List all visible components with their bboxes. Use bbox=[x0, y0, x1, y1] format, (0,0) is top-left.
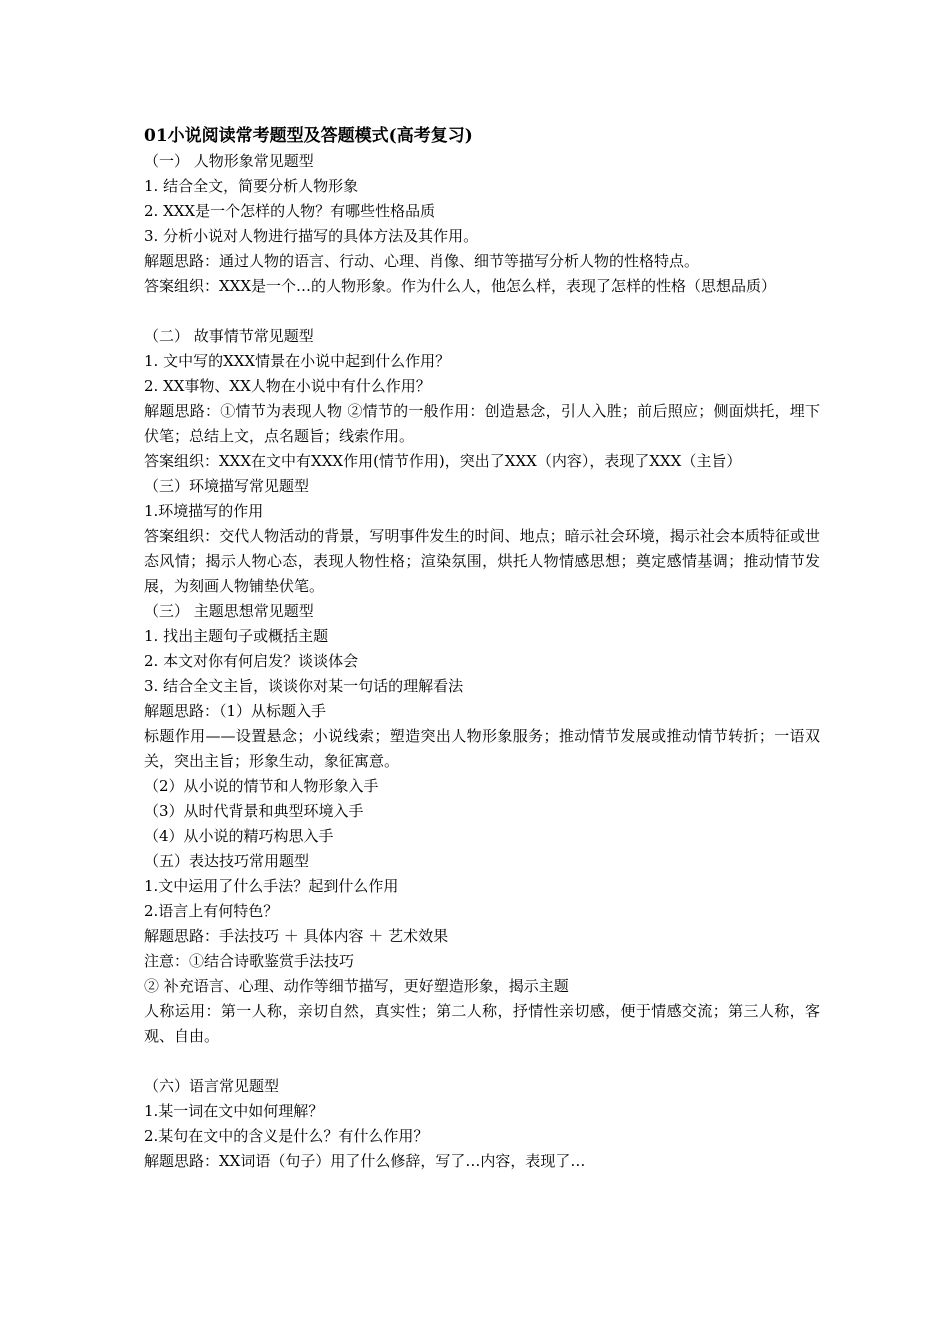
text-line: 注意：①结合诗歌鉴赏手法技巧 bbox=[144, 952, 355, 970]
text-line: 1. 结合全文，简要分析人物形象 bbox=[144, 177, 359, 195]
blank-line bbox=[144, 1049, 820, 1074]
text-line: 2. 本文对你有何启发？谈谈体会 bbox=[144, 652, 359, 670]
text-line: 答案组织：XXX是一个…的人物形象。作为什么人，他怎么样，表现了怎样的性格（思想品质） bbox=[144, 277, 777, 295]
text-line: （三） 主题思想常见题型 bbox=[144, 602, 314, 620]
text-line: 答案组织：XXX在文中有XXX作用(情节作用)，突出了XXX（内容），表现了XXX（主旨） bbox=[144, 452, 742, 470]
text-line: 1.文中运用了什么手法？起到什么作用 bbox=[144, 877, 399, 895]
text-line: （五）表达技巧常用题型 bbox=[144, 852, 310, 870]
text-line: 答案组织：交代人物活动的背景，写明事件发生的时间、地点；暗示社会环境，揭示社会本质特征或世态风情；揭示人物心态，表现人物性格；渲染氛围，烘托人物情感思想；奠定感情基调；推动情节发展，为刻画人物铺垫伏笔。 bbox=[144, 527, 820, 595]
document-body bbox=[144, 124, 820, 1174]
text-line: 人称运用：第一人称，亲切自然，真实性；第二人称，抒情性亲切感，便于情感交流；第三人称，客观、自由。 bbox=[144, 1002, 820, 1045]
document-lines bbox=[144, 149, 820, 1174]
text-line: 3. 结合全文主旨，谈谈你对某一句话的理解看法 bbox=[144, 677, 464, 695]
text-line: 2.某句在文中的含义是什么？有什么作用？ bbox=[144, 1127, 429, 1145]
text-line: 1.某一词在文中如何理解？ bbox=[144, 1102, 324, 1120]
document-title: 01小说阅读常考题型及答题模式(高考复习) bbox=[144, 126, 473, 146]
text-line: 2. XX事物、XX人物在小说中有什么作用？ bbox=[144, 377, 431, 395]
text-line: （二） 故事情节常见题型 bbox=[144, 327, 314, 345]
text-line: 3. 分析小说对人物进行描写的具体方法及其作用。 bbox=[144, 227, 479, 245]
text-line: 1.环境描写的作用 bbox=[144, 502, 264, 520]
text-line: 2. XXX是一个怎样的人物？有哪些性格品质 bbox=[144, 202, 436, 220]
text-line: 解题思路：①情节为表现人物 ②情节的一般作用：创造悬念，引人入胜；前后照应；侧面烘托，埋下伏笔；总结上文，点名题旨；线索作用。 bbox=[144, 402, 820, 445]
text-line: （4）从小说的精巧构思入手 bbox=[144, 827, 334, 845]
text-line: 2.语言上有何特色？ bbox=[144, 902, 279, 920]
text-line: （一） 人物形象常见题型 bbox=[144, 152, 314, 170]
text-line: 1. 找出主题句子或概括主题 bbox=[144, 627, 329, 645]
text-line: 解题思路：（1）从标题入手 bbox=[144, 702, 327, 720]
text-line: 解题思路：手法技巧 ＋ 具体内容 ＋ 艺术效果 bbox=[144, 927, 449, 945]
text-line: （三）环境描写常见题型 bbox=[144, 477, 310, 495]
text-line: 标题作用——设置悬念；小说线索；塑造突出人物形象服务；推动情节发展或推动情节转折；一语双关，突出主旨；形象生动，象征寓意。 bbox=[144, 727, 820, 770]
text-line: （2）从小说的情节和人物形象入手 bbox=[144, 777, 379, 795]
text-line: 1. 文中写的XXX情景在小说中起到什么作用？ bbox=[144, 352, 451, 370]
text-line: 解题思路：XX词语（句子）用了什么修辞，写了…内容，表现了… bbox=[144, 1152, 586, 1170]
text-line: （3）从时代背景和典型环境入手 bbox=[144, 802, 364, 820]
text-line: ② 补充语言、心理、动作等细节描写，更好塑造形象，揭示主题 bbox=[144, 977, 569, 995]
text-line: （六）语言常见题型 bbox=[144, 1077, 280, 1095]
text-line: 解题思路：通过人物的语言、行动、心理、肖像、细节等描写分析人物的性格特点。 bbox=[144, 252, 700, 270]
blank-line bbox=[144, 299, 820, 324]
